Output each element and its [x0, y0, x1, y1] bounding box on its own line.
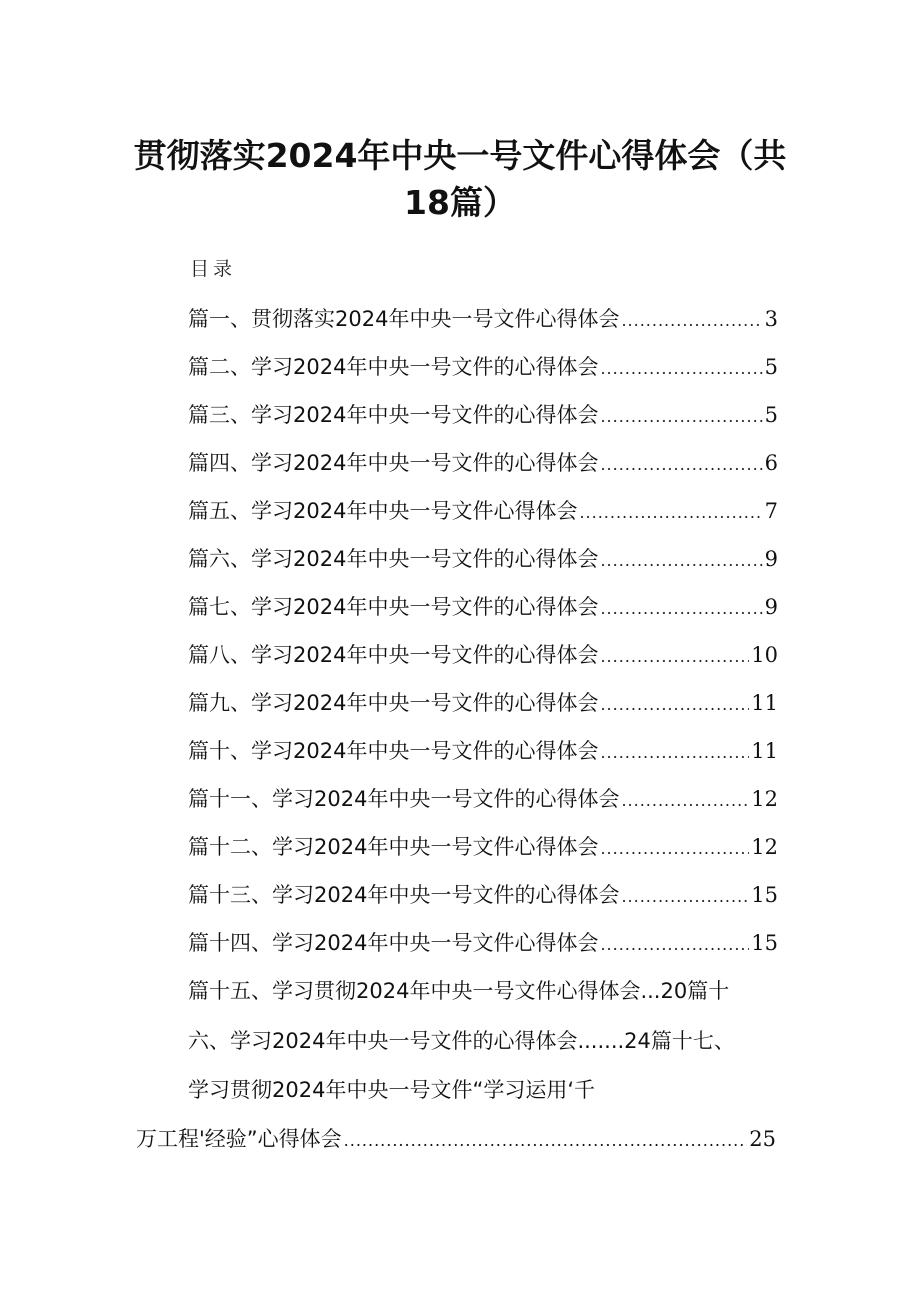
toc-leader — [579, 496, 762, 530]
toc-entry-label: 万工程'经验”心得体会 — [136, 1127, 342, 1151]
toc-entry-label: 篇九、学习2024年中央一号文件的心得体会 — [188, 691, 599, 715]
toc-entry-label: 篇十一、学习2024年中央一号文件的心得体会 — [188, 787, 620, 811]
toc-leader — [621, 304, 762, 338]
toc-entry-label: 篇二、学习2024年中央一号文件的心得体会 — [188, 355, 599, 379]
toc-entry — [188, 830, 778, 864]
toc-leader — [600, 592, 762, 626]
toc-entry-last — [136, 1122, 776, 1156]
toc-entry — [188, 734, 778, 768]
toc-wrapped-line: 学习贯彻2024年中央一号文件“学习运用‘千 — [188, 1078, 595, 1102]
toc-entry-label: 篇五、学习2024年中央一号文件心得体会 — [188, 499, 578, 523]
toc-entry-page: 5 — [764, 355, 778, 379]
toc-entry — [188, 542, 778, 576]
toc-entry-page: 12 — [751, 835, 778, 859]
toc-entry-page: 15 — [751, 931, 778, 955]
document-title-line-2: 18篇） — [404, 183, 516, 222]
toc-entry-label: 篇四、学习2024年中央一号文件的心得体会 — [188, 451, 599, 475]
toc-leader — [621, 880, 749, 914]
toc-entry — [188, 494, 778, 528]
toc-wrapped-line: 篇十五、学习贯彻2024年中央一号文件心得体会...20篇十 — [188, 979, 730, 1003]
toc-leader — [600, 736, 749, 770]
toc-heading: 目录 — [190, 258, 237, 280]
toc-entry — [188, 302, 778, 336]
toc-entry-page: 25 — [749, 1127, 776, 1151]
toc-entry-label: 篇十二、学习2024年中央一号文件心得体会 — [188, 835, 599, 859]
toc-entry-label: 篇六、学习2024年中央一号文件的心得体会 — [188, 547, 599, 571]
toc-leader — [600, 640, 749, 674]
toc-entry-page: 9 — [764, 595, 778, 619]
toc-entry-label: 篇十、学习2024年中央一号文件的心得体会 — [188, 739, 599, 763]
toc-leader — [600, 400, 762, 434]
document-title-line-1: 贯彻落实2024年中央一号文件心得体会（共 — [133, 136, 787, 175]
toc-entry — [188, 686, 778, 720]
toc-entry-page: 11 — [751, 739, 778, 763]
toc-entry-label: 篇十三、学习2024年中央一号文件的心得体会 — [188, 883, 620, 907]
toc-entry-page: 15 — [751, 883, 778, 907]
toc-entry-page: 11 — [751, 691, 778, 715]
toc-entry-page: 12 — [751, 787, 778, 811]
toc-entry — [188, 638, 778, 672]
toc-entry — [188, 398, 778, 432]
toc-entry-label: 篇十四、学习2024年中央一号文件心得体会 — [188, 931, 599, 955]
toc-entry-page: 10 — [751, 643, 778, 667]
toc-leader — [600, 352, 762, 386]
toc-entry — [188, 878, 778, 912]
toc-entry — [188, 590, 778, 624]
toc-leader — [600, 928, 749, 962]
toc-wrapped-line: 六、学习2024年中央一号文件的心得体会.......24篇十七、 — [188, 1029, 735, 1053]
toc-entry-page: 6 — [764, 451, 778, 475]
toc-entry-label: 篇八、学习2024年中央一号文件的心得体会 — [188, 643, 599, 667]
toc-leader — [600, 832, 749, 866]
toc-entry — [188, 926, 778, 960]
toc-leader — [600, 544, 762, 578]
toc-leader — [600, 448, 762, 482]
toc-entry-page: 5 — [764, 403, 778, 427]
toc-leader — [344, 1124, 748, 1158]
toc-leader — [621, 784, 749, 818]
toc-entry-label: 篇三、学习2024年中央一号文件的心得体会 — [188, 403, 599, 427]
toc-entry-label: 篇一、贯彻落实2024年中央一号文件心得体会 — [188, 307, 620, 331]
toc-entry — [188, 350, 778, 384]
toc-entry-page: 7 — [764, 499, 778, 523]
toc-entry — [188, 782, 778, 816]
toc-leader — [600, 688, 749, 722]
toc-entry — [188, 446, 778, 480]
toc-entry-page: 9 — [764, 547, 778, 571]
toc-entry-label: 篇七、学习2024年中央一号文件的心得体会 — [188, 595, 599, 619]
toc-entry-page: 3 — [764, 307, 778, 331]
